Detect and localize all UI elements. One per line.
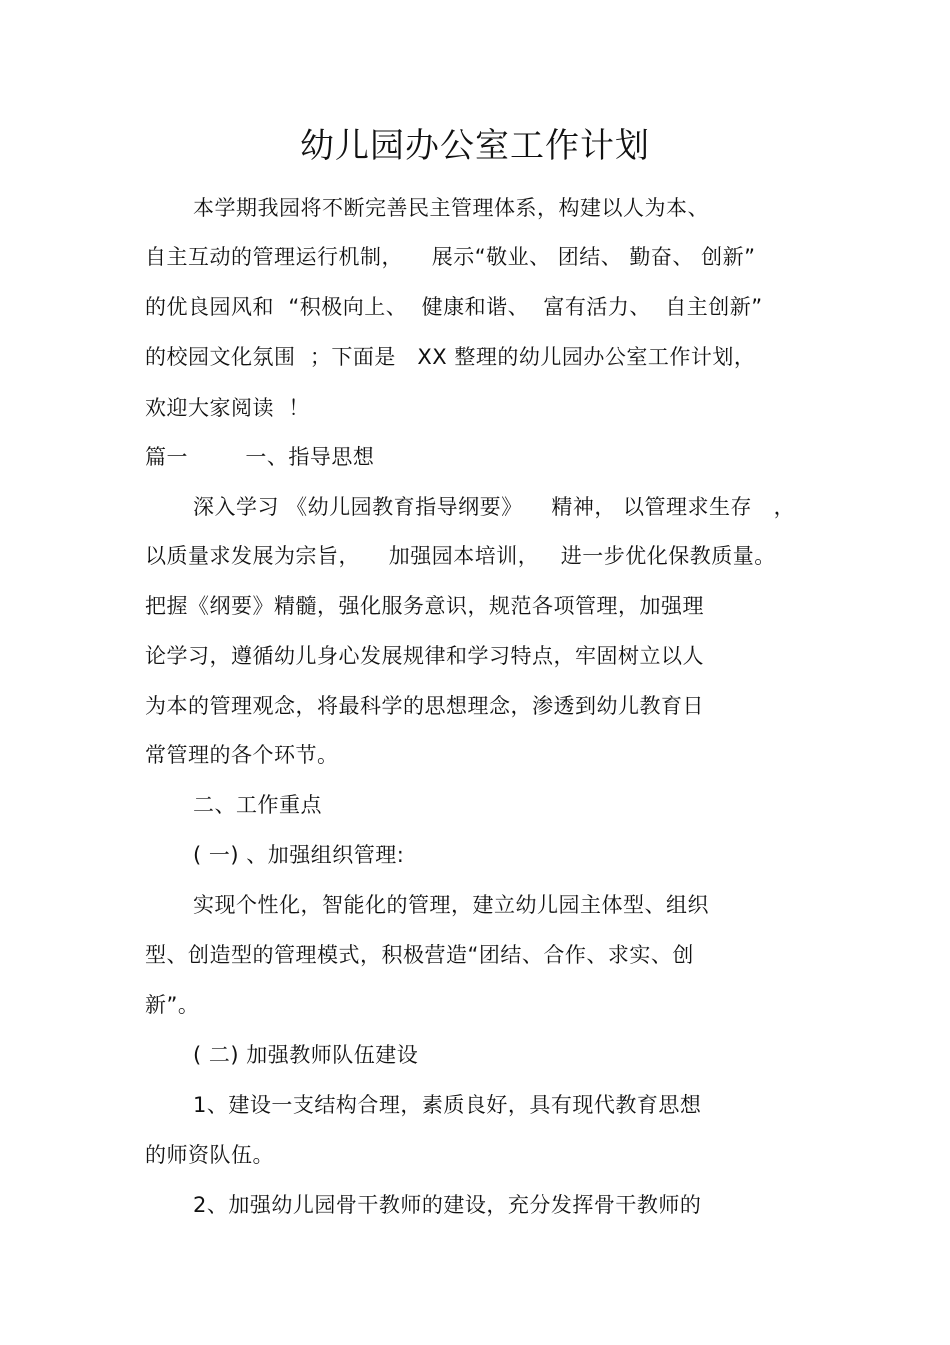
paragraph-line: 自主互动的管理运行机制， 展示“敬业、 团结、 勤奋、 创新” [145,245,756,269]
paragraph-line: 为本的管理观念，将最科学的思想理念，渗透到幼儿教育日 [145,694,704,718]
paragraph-line: 论学习，遵循幼儿身心发展规律和学习特点，牢固树立以人 [145,644,704,668]
subsection-heading: ( 一) 、加强组织管理: [193,843,405,867]
paragraph-line: 以质量求发展为宗旨， 加强园本培训， 进一步优化保教质量。 [145,544,776,568]
section-heading: 二、工作重点 [193,793,322,817]
paragraph-line: 深入学习 《幼儿园教育指导纲要》 精神， 以管理求生存 ， [193,495,796,519]
section-heading: 篇一 一、指导思想 [145,445,375,469]
paragraph-line: 本学期我园将不断完善民主管理体系，构建以人为本、 [193,196,709,220]
paragraph-line: 把握《纲要》精髓，强化服务意识，规范各项管理，加强理 [145,594,704,618]
paragraph-line: 实现个性化，智能化的管理，建立幼儿园主体型、组织 [193,893,709,917]
document-title: 幼儿园办公室工作计划 [300,126,650,166]
paragraph-line: 的校园文化氛围 ；下面是 XX 整理的幼儿园办公室工作计划， [145,345,756,369]
paragraph-line: 常管理的各个环节。 [145,743,339,767]
paragraph-line: 的优良园风和 “积极向上、 健康和谐、 富有活力、 自主创新” [145,295,763,319]
paragraph-line: 型、创造型的管理模式，积极营造“团结、合作、求实、创 [145,943,694,967]
paragraph-line: 1、建设一支结构合理，素质良好，具有现代教育思想 [193,1093,702,1117]
paragraph-line: 欢迎大家阅读 ！ [145,396,310,420]
paragraph-line: 的师资队伍。 [145,1143,274,1167]
subsection-heading: ( 二) 加强教师队伍建设 [193,1043,419,1067]
paragraph-line: 新”。 [145,993,200,1017]
paragraph-line: 2、加强幼儿园骨干教师的建设，充分发挥骨干教师的 [193,1193,702,1217]
